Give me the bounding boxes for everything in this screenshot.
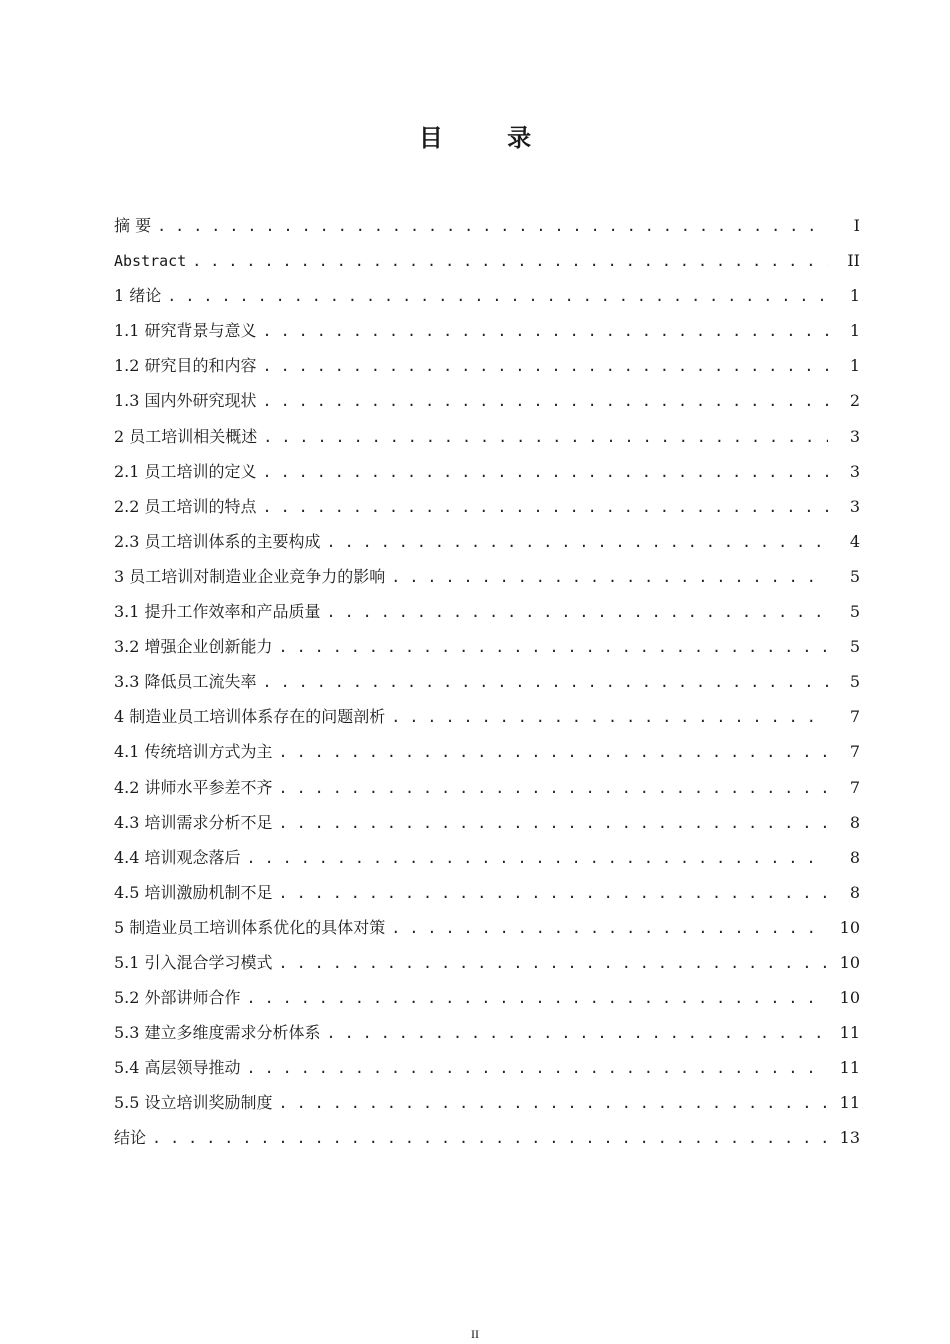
toc-entry-label: 5.1 引入混合学习模式 <box>114 945 279 980</box>
toc-dot-leader <box>192 244 828 279</box>
toc-entry-label: 摘 要 <box>114 208 157 243</box>
toc-dot-leader <box>167 279 828 314</box>
toc-entry[interactable] <box>114 910 860 945</box>
toc-entry[interactable] <box>114 313 860 348</box>
toc-entry[interactable] <box>114 1120 860 1155</box>
toc-entry[interactable] <box>114 594 860 629</box>
toc-entry-label: 2.3 员工培训体系的主要构成 <box>114 524 327 559</box>
toc-entry-page: 10 <box>839 988 860 1008</box>
toc-dot-leader <box>247 841 828 876</box>
toc-entry-page: 11 <box>839 1093 860 1113</box>
toc-dot-leader <box>263 384 828 419</box>
toc-dot-leader <box>247 1051 828 1086</box>
toc-entry[interactable] <box>114 805 860 840</box>
toc-entry-page: 5 <box>849 637 860 657</box>
toc-dot-leader <box>327 1016 828 1051</box>
toc-dot-leader <box>279 946 828 981</box>
toc-entry-page: 4 <box>849 531 860 551</box>
toc-entry-label: 4.2 讲师水平参差不齐 <box>114 770 279 805</box>
toc-entry[interactable] <box>114 383 860 418</box>
toc-entry-label: 1.3 国内外研究现状 <box>114 383 263 418</box>
toc-entry-page: 5 <box>849 566 860 586</box>
table-of-contents <box>114 208 860 1156</box>
toc-entry-page: 11 <box>839 1023 860 1043</box>
toc-entry[interactable] <box>114 1085 860 1120</box>
toc-entry-label: 3.2 增强企业创新能力 <box>114 629 279 664</box>
toc-dot-leader <box>391 560 828 595</box>
toc-entry-label: 2.2 员工培训的特点 <box>114 489 263 524</box>
toc-entry-page: 2 <box>849 391 860 411</box>
toc-dot-leader <box>279 771 828 806</box>
toc-entry-page: 5 <box>849 602 860 622</box>
toc-entry-page: 7 <box>849 742 860 762</box>
toc-entry-page: 7 <box>849 707 860 727</box>
toc-dot-leader <box>263 490 828 525</box>
toc-entry[interactable] <box>114 243 860 278</box>
toc-entry-label: 5.3 建立多维度需求分析体系 <box>114 1015 327 1050</box>
toc-entry-label: 3 员工培训对制造业企业竞争力的影响 <box>114 559 391 594</box>
toc-dot-leader <box>157 209 828 244</box>
toc-entry-page: 10 <box>839 917 860 937</box>
toc-entry-label: 4.3 培训需求分析不足 <box>114 805 279 840</box>
toc-dot-leader <box>279 806 828 841</box>
toc-dot-leader <box>263 455 828 490</box>
toc-entry-label: 结论 <box>114 1120 152 1155</box>
toc-dot-leader <box>263 314 828 349</box>
toc-entry-page: 8 <box>849 847 860 867</box>
toc-entry[interactable] <box>114 840 860 875</box>
toc-entry-page: 10 <box>839 952 860 972</box>
toc-entry-page: 3 <box>849 496 860 516</box>
toc-dot-leader <box>152 1121 828 1156</box>
toc-entry-page: 13 <box>839 1128 860 1148</box>
toc-entry-label: 4.5 培训激励机制不足 <box>114 875 279 910</box>
toc-entry-page: 8 <box>849 812 860 832</box>
toc-entry-page: 11 <box>839 1058 860 1078</box>
toc-entry-label: 5 制造业员工培训体系优化的具体对策 <box>114 910 391 945</box>
toc-entry-page: 7 <box>849 777 860 797</box>
toc-entry-label: 4.1 传统培训方式为主 <box>114 734 279 769</box>
toc-entry[interactable] <box>114 734 860 769</box>
toc-entry[interactable] <box>114 664 860 699</box>
toc-entry-page: 1 <box>849 286 860 306</box>
toc-entry[interactable] <box>114 559 860 594</box>
toc-entry-page: 5 <box>849 672 860 692</box>
toc-entry-page: 1 <box>849 321 860 341</box>
toc-entry-label: 5.2 外部讲师合作 <box>114 980 247 1015</box>
toc-dot-leader <box>279 630 828 665</box>
toc-entry-label: 3.3 降低员工流失率 <box>114 664 263 699</box>
toc-dot-leader <box>279 876 828 911</box>
toc-dot-leader <box>263 665 828 700</box>
toc-dot-leader <box>263 349 828 384</box>
toc-entry[interactable] <box>114 1015 860 1050</box>
toc-entry-label: 3.1 提升工作效率和产品质量 <box>114 594 327 629</box>
toc-dot-leader <box>247 981 828 1016</box>
page-title: 目 录 <box>418 124 560 152</box>
toc-entry-label: 4.4 培训观念落后 <box>114 840 247 875</box>
toc-entry[interactable] <box>114 699 860 734</box>
toc-entry-label: 4 制造业员工培训体系存在的问题剖析 <box>114 699 391 734</box>
toc-dot-leader <box>279 1086 828 1121</box>
toc-entry-page: 1 <box>849 356 860 376</box>
toc-entry[interactable] <box>114 945 860 980</box>
toc-entry[interactable] <box>114 875 860 910</box>
toc-entry-page: 3 <box>849 461 860 481</box>
toc-entry-label: 2 员工培训相关概述 <box>114 419 263 454</box>
footer-page-number: II <box>471 1327 479 1341</box>
toc-entry-page: 3 <box>849 426 860 446</box>
toc-entry[interactable] <box>114 419 860 454</box>
toc-entry[interactable] <box>114 348 860 383</box>
toc-entry-label: Abstract <box>114 244 192 279</box>
toc-dot-leader <box>327 525 828 560</box>
toc-entry[interactable] <box>114 454 860 489</box>
toc-dot-leader <box>391 911 828 946</box>
toc-entry-label: 5.4 高层领导推动 <box>114 1050 247 1085</box>
toc-entry-page: 8 <box>849 882 860 902</box>
toc-entry[interactable] <box>114 524 860 559</box>
toc-dot-leader <box>279 735 828 770</box>
toc-entry-label: 5.5 设立培训奖励制度 <box>114 1085 279 1120</box>
toc-entry-page: II <box>847 251 860 271</box>
toc-entry-label: 1.1 研究背景与意义 <box>114 313 263 348</box>
toc-entry-page: I <box>853 216 860 235</box>
toc-entry-label: 2.1 员工培训的定义 <box>114 454 263 489</box>
toc-entry[interactable] <box>114 489 860 524</box>
toc-entry[interactable] <box>114 980 860 1015</box>
toc-entry[interactable] <box>114 770 860 805</box>
toc-entry[interactable] <box>114 629 860 664</box>
toc-entry[interactable] <box>114 1050 860 1085</box>
toc-entry[interactable] <box>114 208 860 243</box>
toc-dot-leader <box>327 595 828 630</box>
toc-entry-label: 1 绪论 <box>114 278 167 313</box>
toc-entry[interactable] <box>114 278 860 313</box>
toc-dot-leader <box>263 420 828 455</box>
toc-dot-leader <box>391 700 828 735</box>
toc-entry-label: 1.2 研究目的和内容 <box>114 348 263 383</box>
